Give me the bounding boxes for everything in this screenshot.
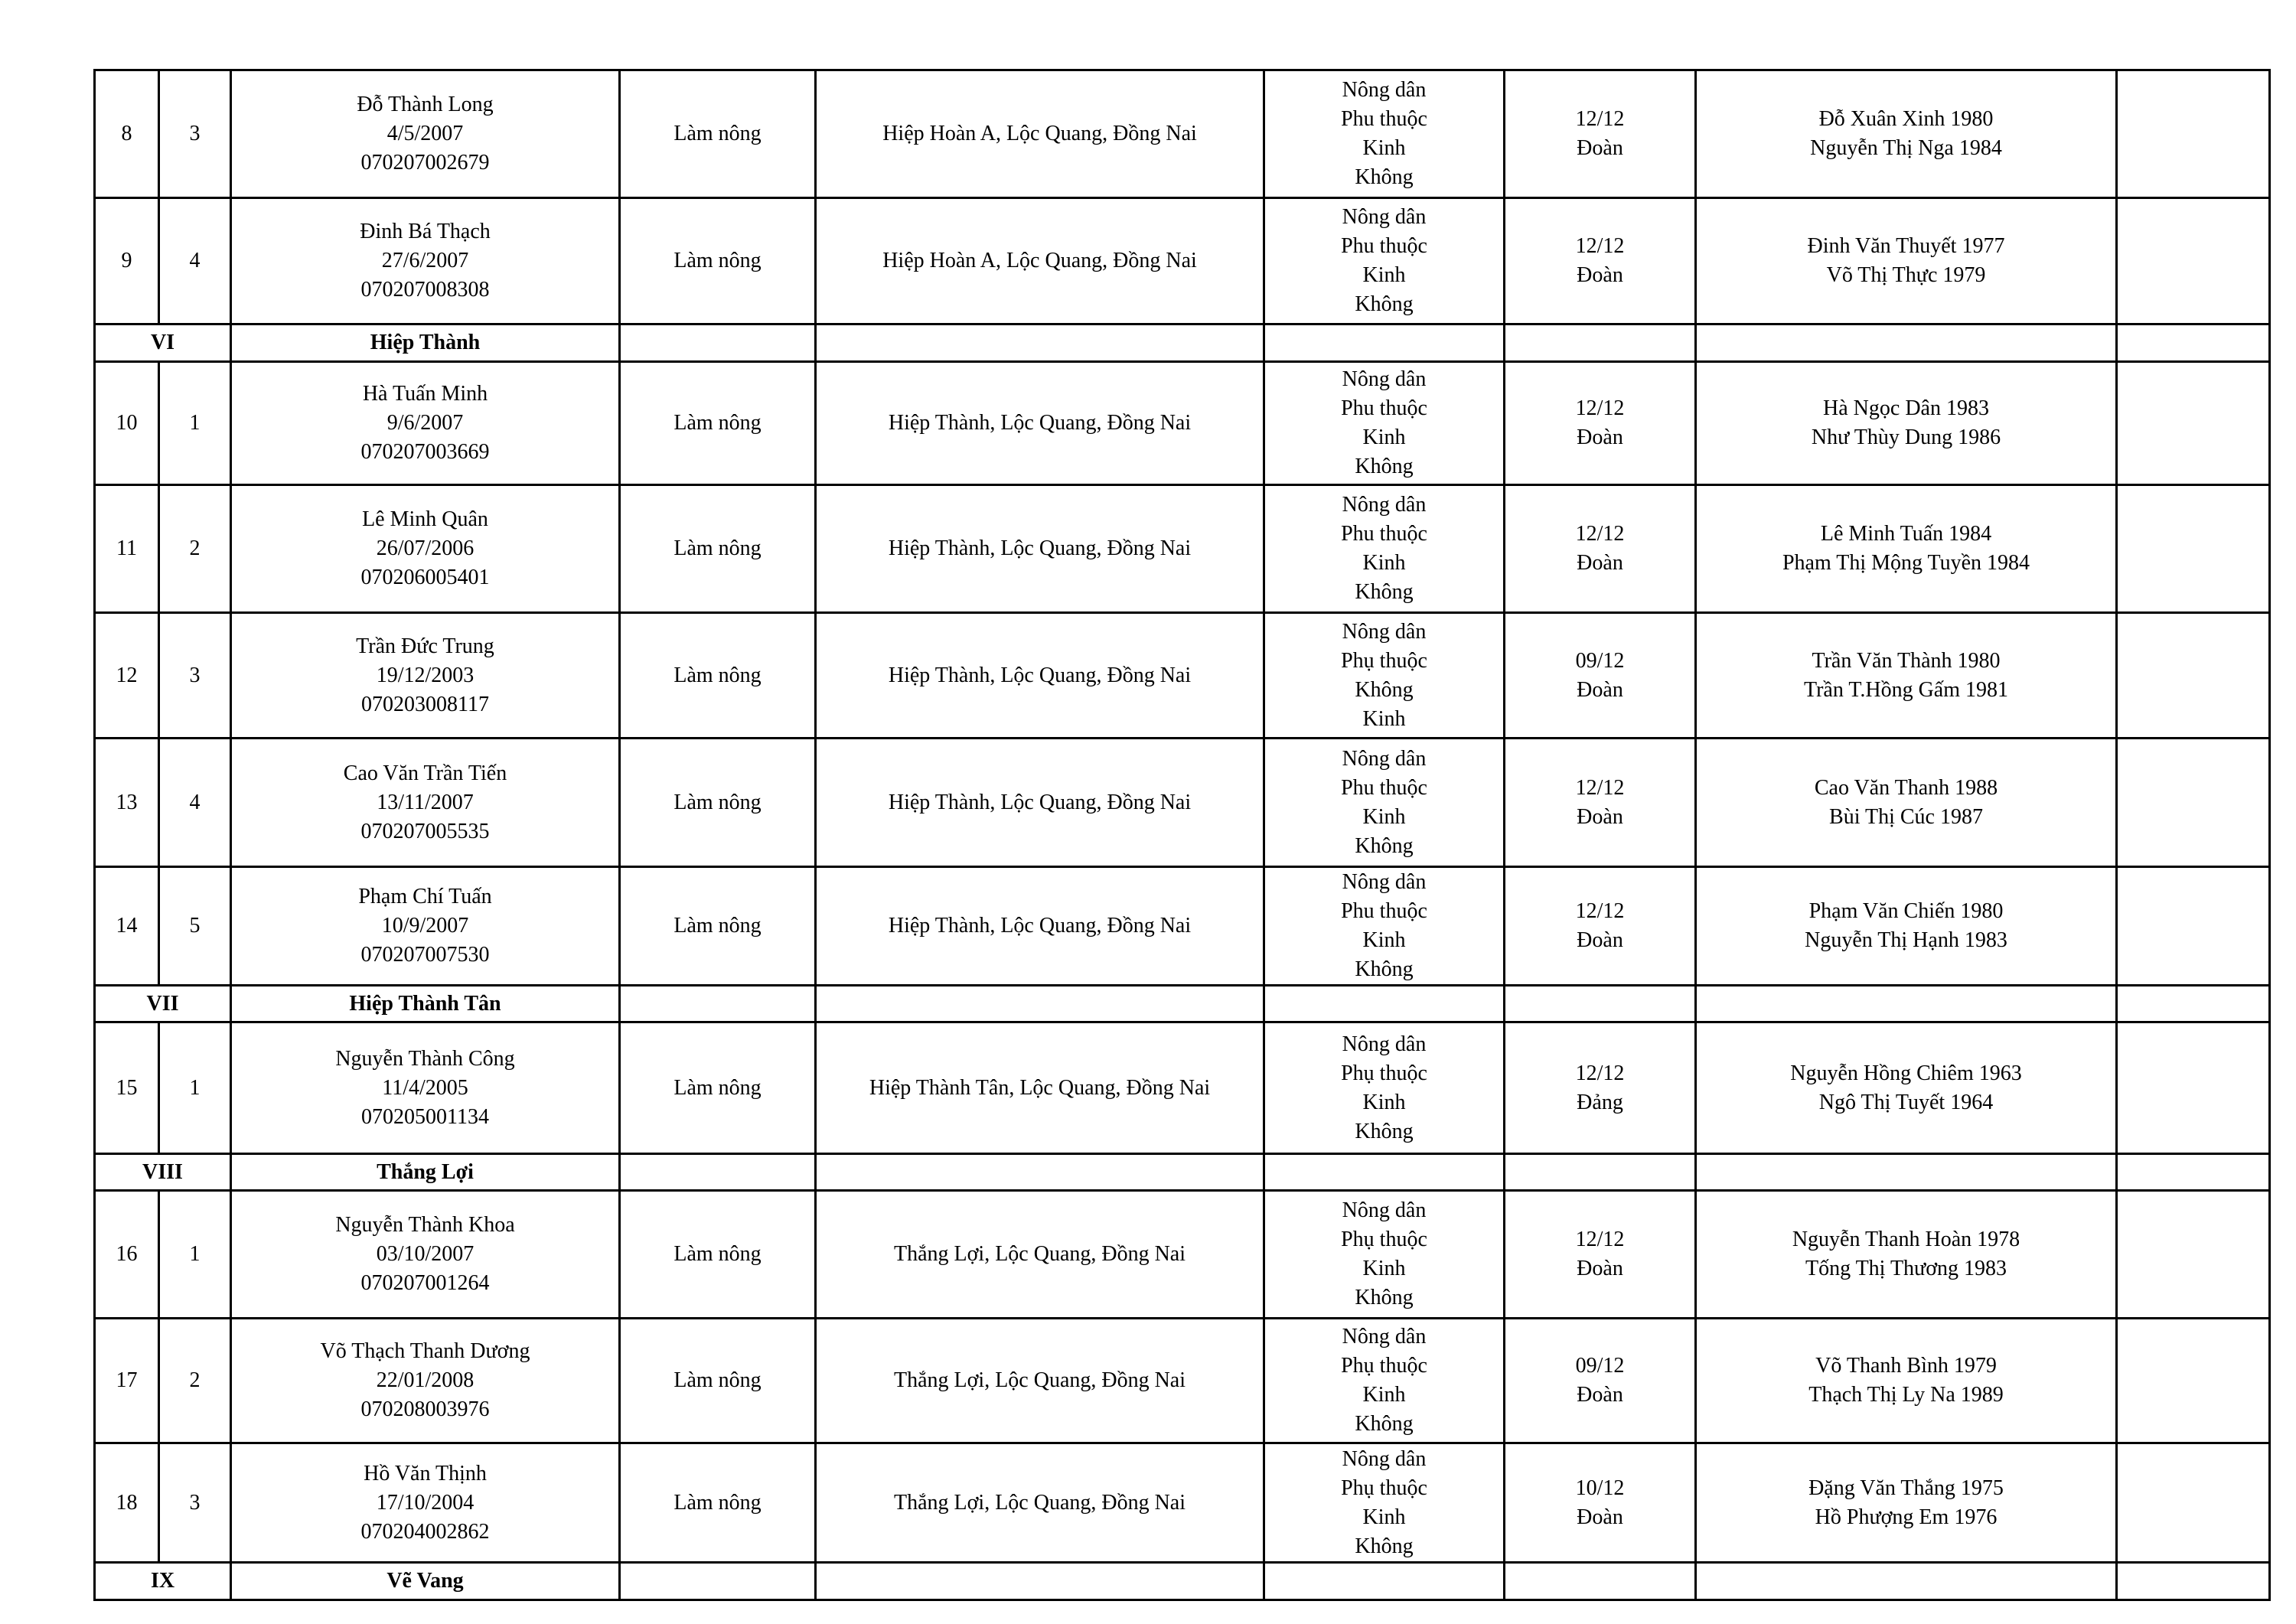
mother: Ngô Thị Tuyết 1964: [1818, 1090, 1994, 1114]
occupation: Làm nông: [620, 198, 816, 324]
address: Hiệp Thành, Lộc Quang, Đồng Nai: [816, 867, 1264, 986]
table-row: [95, 1191, 2270, 1319]
social-class: Nông dân: [1342, 1198, 1427, 1222]
address: Hiệp Hoàn A, Lộc Quang, Đồng Nai: [816, 198, 1264, 324]
organization: Đoàn: [1577, 804, 1623, 829]
sub-number: 4: [159, 739, 231, 867]
row-number: 14: [95, 867, 159, 986]
id-number: 070207002679: [360, 151, 490, 174]
organization: Đoàn: [1577, 677, 1623, 702]
empty-cell: [816, 1563, 1264, 1600]
empty-cell: [1505, 1563, 1696, 1600]
ethnicity: Kinh: [1362, 1505, 1406, 1529]
birth-date: 4/5/2007: [386, 122, 464, 145]
dependency: Phu thuộc: [1341, 899, 1427, 923]
roster-table: [93, 69, 2271, 1601]
sub-number: 4: [159, 198, 231, 324]
education-level: 12/12: [1575, 234, 1625, 258]
person-cell: [231, 362, 620, 485]
mother: Bùi Thị Cúc 1987: [1829, 804, 1983, 829]
mother: Võ Thị Thực 1979: [1826, 263, 1986, 287]
section-title: Hiệp Thành Tân: [231, 986, 620, 1022]
status-cell: [1264, 867, 1505, 986]
status-cell: [1264, 613, 1505, 739]
birth-date: 17/10/2004: [376, 1490, 475, 1515]
education-level: 12/12: [1575, 396, 1625, 420]
education-level: 10/12: [1575, 1476, 1625, 1500]
person-cell: [231, 1319, 620, 1443]
parents-cell: [1696, 1191, 2117, 1319]
education-cell: [1505, 198, 1696, 324]
religion: Không: [1355, 833, 1414, 858]
father: Trần Văn Thành 1980: [1812, 648, 2001, 673]
father: Đặng Văn Thắng 1975: [1808, 1476, 2004, 1500]
empty-cell: [1264, 1154, 1505, 1191]
parents-cell: [1696, 485, 2117, 613]
person-cell: [231, 485, 620, 613]
social-class: Nông dân: [1342, 870, 1427, 894]
social-class: Nông dân: [1342, 1325, 1427, 1348]
ethnicity: Kinh: [1362, 551, 1406, 575]
empty-cell: [620, 1563, 816, 1600]
id-number: 070208003976: [360, 1397, 490, 1421]
empty-cell: [1264, 324, 1505, 362]
person-name: Phạm Chí Tuấn: [358, 885, 492, 908]
dependency: Phụ thuộc: [1341, 648, 1427, 673]
empty-cell: [1696, 986, 2117, 1022]
parents-cell: [1696, 198, 2117, 324]
address: Thắng Lợi, Lộc Quang, Đồng Nai: [816, 1319, 1264, 1443]
organization: Đảng: [1577, 1090, 1623, 1114]
ethnicity: Kinh: [1362, 1257, 1406, 1280]
row-number: 15: [95, 1022, 159, 1154]
social-class: Nông dân: [1342, 205, 1427, 229]
id-number: 070207005535: [360, 819, 490, 843]
dependency: Phụ thuộc: [1341, 1476, 1427, 1500]
sub-number: 1: [159, 1191, 231, 1319]
education-cell: [1505, 739, 1696, 867]
id-number: 070207007530: [360, 943, 490, 967]
table-row: [95, 1319, 2270, 1443]
empty-cell: [1264, 1563, 1505, 1600]
birth-date: 27/6/2007: [381, 249, 469, 272]
empty-cell: [2117, 198, 2270, 324]
education-level: 12/12: [1575, 775, 1625, 800]
occupation: Làm nông: [620, 1443, 816, 1563]
parents-cell: [1696, 613, 2117, 739]
social-class: Nông dân: [1342, 367, 1427, 391]
parents-cell: [1696, 739, 2117, 867]
status-cell: [1264, 1443, 1505, 1563]
sub-number: 1: [159, 362, 231, 485]
ethnicity: Kinh: [1362, 263, 1406, 287]
father: Đỗ Xuân Xinh 1980: [1818, 107, 1994, 131]
section-number: VIII: [95, 1154, 231, 1191]
empty-cell: [2117, 70, 2270, 198]
row-number: 10: [95, 362, 159, 485]
social-class: Nông dân: [1342, 1446, 1427, 1471]
ethnicity: Kinh: [1362, 136, 1406, 160]
empty-cell: [2117, 1191, 2270, 1319]
person-cell: [231, 198, 620, 324]
mother: Thạch Thị Ly Na 1989: [1808, 1383, 2004, 1407]
social-class: Nông dân: [1342, 746, 1427, 771]
empty-cell: [1264, 986, 1505, 1022]
empty-cell: [2117, 362, 2270, 485]
person-cell: [231, 739, 620, 867]
social-class: Nông dân: [1342, 493, 1427, 517]
sub-number: 3: [159, 613, 231, 739]
occupation: Làm nông: [620, 1319, 816, 1443]
empty-cell: [620, 1154, 816, 1191]
person-cell: [231, 867, 620, 986]
empty-cell: [2117, 1319, 2270, 1443]
id-number: 070205001134: [361, 1104, 489, 1129]
empty-cell: [2117, 324, 2270, 362]
status-cell: [1264, 739, 1505, 867]
religion: Không: [1355, 580, 1414, 604]
education-cell: [1505, 1443, 1696, 1563]
table-row: [95, 1022, 2270, 1154]
education-level: 09/12: [1575, 1354, 1625, 1378]
empty-cell: [620, 986, 816, 1022]
birth-date: 26/07/2006: [376, 536, 475, 560]
empty-cell: [816, 324, 1264, 362]
person-cell: [231, 1191, 620, 1319]
father: Đinh Văn Thuyết 1977: [1807, 234, 2005, 258]
education-level: 12/12: [1575, 522, 1625, 546]
section-number: VI: [95, 324, 231, 362]
row-number: 17: [95, 1319, 159, 1443]
status-cell: [1264, 362, 1505, 485]
birth-date: 9/6/2007: [386, 411, 464, 435]
row-number: 12: [95, 613, 159, 739]
father: Nguyễn Thanh Hoàn 1978: [1792, 1228, 2020, 1251]
mother: Phạm Thị Mộng Tuyền 1984: [1782, 551, 2030, 575]
education-cell: [1505, 1191, 1696, 1319]
empty-cell: [2117, 1563, 2270, 1600]
religion: Kinh: [1362, 706, 1406, 731]
empty-cell: [2117, 1154, 2270, 1191]
row-number: 11: [95, 485, 159, 613]
table-row: [95, 362, 2270, 485]
occupation: Làm nông: [620, 739, 816, 867]
person-name: Hồ Văn Thịnh: [364, 1461, 487, 1485]
social-class: Nông dân: [1342, 78, 1427, 102]
sub-number: 3: [159, 1443, 231, 1563]
religion: Không: [1355, 1412, 1414, 1436]
address: Hiệp Thành, Lộc Quang, Đồng Nai: [816, 485, 1264, 613]
address: Hiệp Thành Tân, Lộc Quang, Đồng Nai: [816, 1022, 1264, 1154]
table-row: [95, 485, 2270, 613]
person-name: Đỗ Thành Long: [357, 93, 494, 116]
social-class: Nông dân: [1342, 1032, 1427, 1056]
row-number: 18: [95, 1443, 159, 1563]
section-header-row: [95, 1154, 2270, 1191]
table-row: [95, 70, 2270, 198]
social-class: Nông dân: [1342, 619, 1427, 644]
organization: Đoàn: [1577, 1505, 1623, 1529]
sub-number: 2: [159, 485, 231, 613]
person-cell: [231, 1022, 620, 1154]
section-header-row: [95, 324, 2270, 362]
education-cell: [1505, 1319, 1696, 1443]
birth-date: 03/10/2007: [376, 1242, 475, 1266]
empty-cell: [2117, 1022, 2270, 1154]
empty-cell: [816, 986, 1264, 1022]
table-row: [95, 613, 2270, 739]
birth-date: 11/4/2005: [382, 1075, 468, 1100]
father: Hà Ngọc Dân 1983: [1823, 396, 1989, 420]
organization: Đoàn: [1577, 426, 1623, 449]
person-name: Hà Tuấn Minh: [362, 382, 488, 406]
person-name: Nguyễn Thành Công: [335, 1046, 515, 1071]
father: Cao Văn Thanh 1988: [1814, 775, 1998, 800]
mother: Tống Thị Thương 1983: [1805, 1257, 2007, 1280]
section-number: VII: [95, 986, 231, 1022]
mother: Trần T.Hồng Gấm 1981: [1803, 677, 2009, 702]
occupation: Làm nông: [620, 485, 816, 613]
religion: Không: [1355, 165, 1414, 189]
dependency: Phụ thuộc: [1341, 1061, 1427, 1085]
empty-cell: [2117, 1443, 2270, 1563]
education-level: 09/12: [1575, 648, 1625, 673]
organization: Đoàn: [1577, 263, 1623, 287]
parents-cell: [1696, 1443, 2117, 1563]
empty-cell: [1505, 324, 1696, 362]
education-cell: [1505, 867, 1696, 986]
education-level: 12/12: [1575, 1228, 1625, 1251]
parents-cell: [1696, 362, 2117, 485]
empty-cell: [1696, 324, 2117, 362]
id-number: 070207001264: [360, 1271, 490, 1295]
ethnicity: Kinh: [1362, 804, 1406, 829]
person-name: Lê Minh Quân: [362, 507, 488, 531]
table-row: [95, 867, 2270, 986]
section-number: IX: [95, 1563, 231, 1600]
empty-cell: [2117, 867, 2270, 986]
section-title: Hiệp Thành: [231, 324, 620, 362]
status-cell: [1264, 1319, 1505, 1443]
row-number: 13: [95, 739, 159, 867]
birth-date: 13/11/2007: [377, 790, 474, 814]
row-number: 9: [95, 198, 159, 324]
dependency: Phụ thuộc: [1341, 1228, 1427, 1251]
person-name: Trần Đức Trung: [356, 634, 494, 658]
parents-cell: [1696, 1022, 2117, 1154]
table-row: [95, 1443, 2270, 1563]
dependency: Phụ thuộc: [1341, 1354, 1427, 1378]
empty-cell: [1505, 1154, 1696, 1191]
empty-cell: [1505, 986, 1696, 1022]
birth-date: 22/01/2008: [376, 1368, 475, 1392]
section-title: Thắng Lợi: [231, 1154, 620, 1191]
id-number: 070203008117: [361, 692, 489, 716]
mother: Nguyễn Thị Hạnh 1983: [1805, 928, 2007, 952]
address: Hiệp Thành, Lộc Quang, Đồng Nai: [816, 362, 1264, 485]
address: Hiệp Hoàn A, Lộc Quang, Đồng Nai: [816, 70, 1264, 198]
organization: Đoàn: [1577, 1383, 1623, 1407]
status-cell: [1264, 70, 1505, 198]
person-cell: [231, 1443, 620, 1563]
empty-cell: [620, 324, 816, 362]
occupation: Làm nông: [620, 613, 816, 739]
dependency: Phu thuộc: [1341, 107, 1427, 131]
father: Lê Minh Tuấn 1984: [1820, 522, 1992, 546]
row-number: 16: [95, 1191, 159, 1319]
status-cell: [1264, 485, 1505, 613]
religion: Không: [1355, 1119, 1414, 1143]
ethnicity: Không: [1355, 677, 1414, 702]
id-number: 070207003669: [360, 440, 490, 464]
organization: Đoàn: [1577, 136, 1623, 160]
ethnicity: Kinh: [1362, 928, 1406, 952]
person-name: Nguyễn Thành Khoa: [335, 1213, 515, 1237]
occupation: Làm nông: [620, 1022, 816, 1154]
empty-cell: [2117, 986, 2270, 1022]
education-cell: [1505, 70, 1696, 198]
table-row: [95, 739, 2270, 867]
dependency: Phu thuộc: [1341, 775, 1427, 800]
status-cell: [1264, 1191, 1505, 1319]
id-number: 070206005401: [360, 566, 490, 589]
mother: Hồ Phượng Em 1976: [1815, 1505, 1998, 1529]
person-cell: [231, 70, 620, 198]
table-row: [95, 198, 2270, 324]
father: Phạm Văn Chiến 1980: [1808, 899, 2004, 923]
status-cell: [1264, 198, 1505, 324]
section-title: Vẽ Vang: [231, 1563, 620, 1600]
person-cell: [231, 613, 620, 739]
religion: Không: [1355, 455, 1414, 478]
ethnicity: Kinh: [1362, 1090, 1406, 1114]
sub-number: 2: [159, 1319, 231, 1443]
religion: Không: [1355, 292, 1414, 316]
religion: Không: [1355, 957, 1414, 981]
occupation: Làm nông: [620, 70, 816, 198]
empty-cell: [1696, 1154, 2117, 1191]
birth-date: 10/9/2007: [381, 914, 469, 938]
address: Thắng Lợi, Lộc Quang, Đồng Nai: [816, 1443, 1264, 1563]
education-cell: [1505, 1022, 1696, 1154]
address: Hiệp Thành, Lộc Quang, Đồng Nai: [816, 739, 1264, 867]
father: Nguyễn Hồng Chiêm 1963: [1790, 1061, 2022, 1085]
section-header-row: [95, 986, 2270, 1022]
education-level: 12/12: [1575, 107, 1625, 131]
person-name: Võ Thạch Thanh Dương: [320, 1339, 530, 1363]
dependency: Phu thuộc: [1341, 396, 1427, 420]
id-number: 070207008308: [360, 278, 490, 302]
occupation: Làm nông: [620, 1191, 816, 1319]
mother: Nguyễn Thị Nga 1984: [1810, 136, 2002, 160]
sub-number: 5: [159, 867, 231, 986]
ethnicity: Kinh: [1362, 426, 1406, 449]
religion: Không: [1355, 1534, 1414, 1558]
address: Hiệp Thành, Lộc Quang, Đồng Nai: [816, 613, 1264, 739]
parents-cell: [1696, 867, 2117, 986]
sub-number: 3: [159, 70, 231, 198]
occupation: Làm nông: [620, 867, 816, 986]
education-cell: [1505, 613, 1696, 739]
parents-cell: [1696, 70, 2117, 198]
occupation: Làm nông: [620, 362, 816, 485]
person-name: Đinh Bá Thạch: [360, 220, 491, 243]
empty-cell: [2117, 485, 2270, 613]
father: Võ Thanh Bình 1979: [1815, 1354, 1997, 1378]
ethnicity: Kinh: [1362, 1383, 1406, 1407]
birth-date: 19/12/2003: [376, 663, 475, 687]
organization: Đoàn: [1577, 1257, 1623, 1280]
organization: Đoàn: [1577, 551, 1623, 575]
education-level: 12/12: [1575, 1061, 1625, 1085]
row-number: 8: [95, 70, 159, 198]
religion: Không: [1355, 1286, 1414, 1309]
section-header-row: [95, 1563, 2270, 1600]
address: Thắng Lợi, Lộc Quang, Đồng Nai: [816, 1191, 1264, 1319]
education-cell: [1505, 362, 1696, 485]
parents-cell: [1696, 1319, 2117, 1443]
person-name: Cao Văn Trần Tiến: [343, 761, 507, 785]
dependency: Phu thuộc: [1341, 522, 1427, 546]
status-cell: [1264, 1022, 1505, 1154]
empty-cell: [2117, 613, 2270, 739]
dependency: Phu thuộc: [1341, 234, 1427, 258]
organization: Đoàn: [1577, 928, 1623, 952]
education-level: 12/12: [1575, 899, 1625, 923]
empty-cell: [2117, 739, 2270, 867]
mother: Như Thùy Dung 1986: [1811, 426, 2001, 449]
empty-cell: [1696, 1563, 2117, 1600]
id-number: 070204002862: [360, 1519, 490, 1544]
education-cell: [1505, 485, 1696, 613]
empty-cell: [816, 1154, 1264, 1191]
sub-number: 1: [159, 1022, 231, 1154]
